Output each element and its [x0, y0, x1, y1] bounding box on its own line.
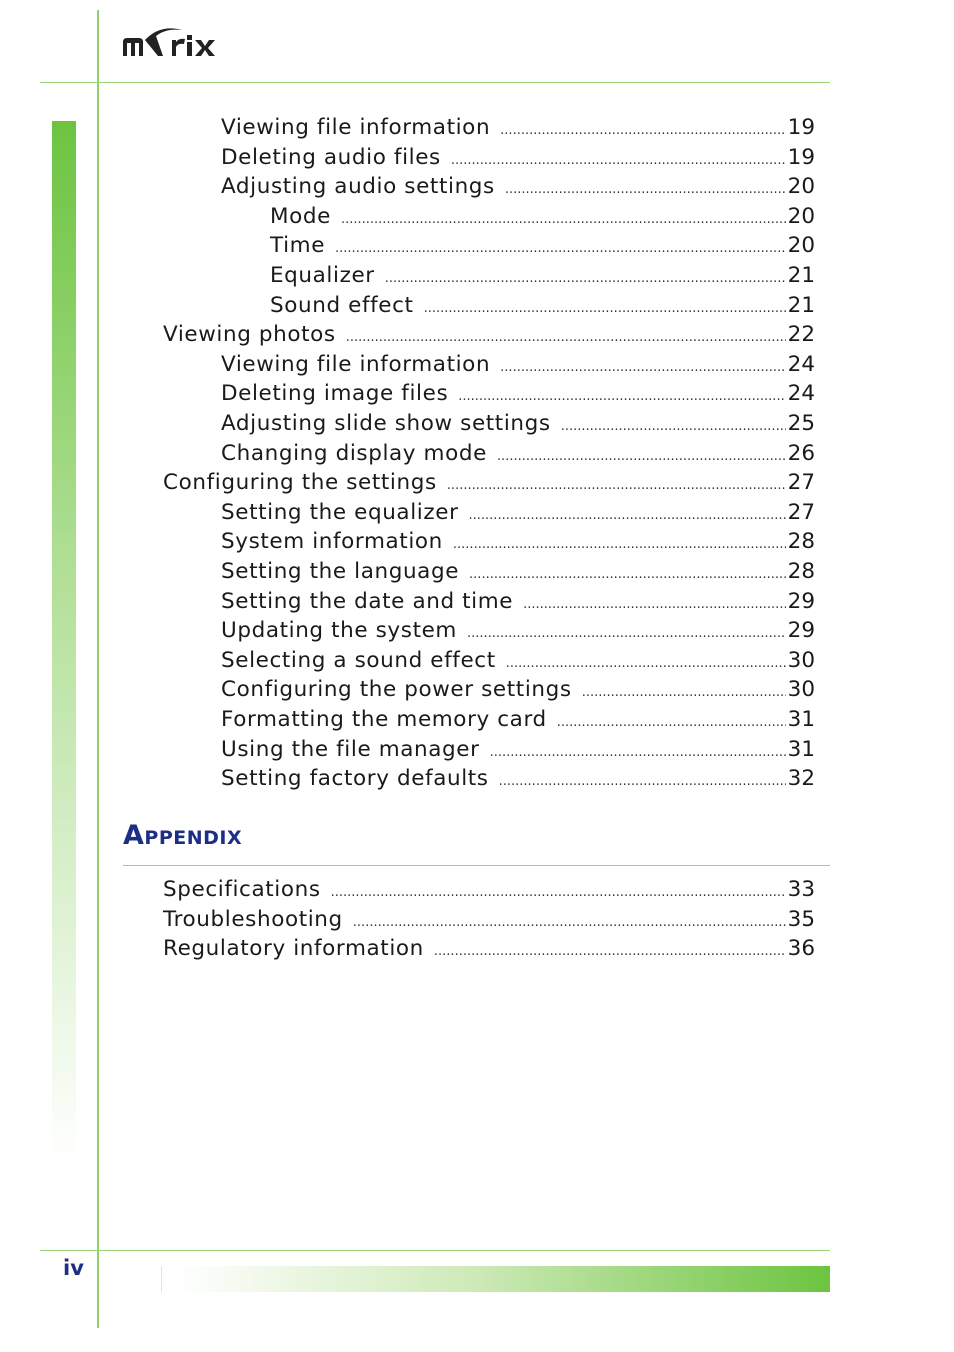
- toc-entry-label: Troubleshooting: [163, 906, 343, 932]
- toc-entry-label: Viewing file information: [221, 115, 491, 140]
- toc-entry[interactable]: [221, 707, 815, 737]
- toc-entry-page: 29: [787, 588, 815, 614]
- toc-entry-label: Updating the system: [221, 618, 457, 644]
- toc-entry-label: Adjusting slide show settings: [221, 411, 551, 436]
- toc-entry-page: 31: [787, 736, 815, 762]
- toc-entry[interactable]: [221, 174, 815, 204]
- toc-dot-leader: [346, 330, 786, 345]
- toc-entry-label: Viewing photos: [163, 322, 336, 348]
- toc-entry[interactable]: [221, 559, 815, 589]
- toc-entry[interactable]: [221, 381, 815, 411]
- toc-entry[interactable]: [221, 677, 815, 707]
- toc-entry-label: Specifications: [163, 877, 321, 902]
- toc-entry-page: 20: [787, 174, 815, 200]
- toc-entry-label: System information: [221, 529, 443, 555]
- toc-dot-leader: [453, 537, 786, 552]
- toc-entry[interactable]: [221, 352, 815, 382]
- toc-entry-page: 19: [787, 144, 815, 170]
- toc-entry-label: Changing display mode: [221, 440, 487, 466]
- toc-dot-leader: [500, 360, 785, 375]
- side-gradient-bar: [52, 121, 76, 1161]
- toc-entry-page: 21: [787, 292, 815, 318]
- margin-vertical-rule: [97, 10, 99, 1328]
- toc-dot-leader: [335, 241, 786, 256]
- toc-entry-page: 19: [787, 115, 815, 140]
- toc-entry-label: Selecting a sound effect: [221, 647, 496, 673]
- toc-entry-label: Setting the equalizer: [221, 499, 459, 525]
- toc-entry-page: 31: [787, 707, 815, 732]
- toc-entry-label: Configuring the power settings: [221, 677, 572, 703]
- toc-entry-label: Adjusting audio settings: [221, 174, 495, 200]
- footer-gradient-bar: [175, 1266, 830, 1292]
- toc-entry-label: Setting the date and time: [221, 588, 514, 614]
- toc-entry-label: Mode: [270, 203, 331, 229]
- toc-entry-page: 36: [787, 936, 815, 962]
- toc-entry-label: Time: [270, 233, 326, 259]
- toc-entry-page: 26: [787, 440, 815, 466]
- toc-entry[interactable]: [270, 263, 815, 293]
- toc-dot-leader: [434, 944, 786, 959]
- toc-dot-leader: [497, 449, 786, 464]
- toc-entry[interactable]: [221, 529, 815, 559]
- toc-entry[interactable]: [221, 145, 815, 175]
- toc-entry-page: 20: [787, 233, 815, 259]
- header-rule: [40, 82, 830, 83]
- toc-entry[interactable]: [163, 936, 815, 966]
- toc-entry-page: 28: [787, 559, 815, 584]
- toc-entry[interactable]: [221, 618, 815, 648]
- toc-entry-page: 29: [787, 618, 815, 644]
- toc-entry-label: Regulatory information: [163, 936, 424, 962]
- toc-entry-label: Sound effect: [270, 292, 414, 318]
- footer-tick: [161, 1266, 162, 1292]
- toc-dot-leader: [582, 685, 786, 700]
- toc-dot-leader: [490, 745, 786, 760]
- toc-entry-label: Equalizer: [270, 263, 375, 288]
- toc-entry[interactable]: [270, 233, 815, 263]
- toc-entry[interactable]: [270, 293, 815, 323]
- toc-entry-label: Viewing file information: [221, 351, 491, 377]
- toc-entry-page: 21: [787, 263, 815, 288]
- toc-dot-leader: [451, 153, 786, 168]
- toc-dot-leader: [467, 626, 786, 641]
- toc-dot-leader: [424, 301, 786, 316]
- toc-entry-label: Formatting the memory card: [221, 707, 547, 732]
- toc-entry-page: 24: [787, 381, 815, 407]
- toc-entry-page: 25: [787, 411, 815, 436]
- toc-entry-label: Deleting image files: [221, 381, 449, 407]
- toc-dot-leader: [557, 715, 786, 730]
- toc-entry[interactable]: [221, 500, 815, 530]
- toc-dot-leader: [385, 271, 786, 286]
- toc-entry[interactable]: [221, 411, 815, 441]
- toc-dot-leader: [505, 182, 786, 197]
- toc-entry-page: 27: [787, 499, 815, 525]
- toc-dot-leader: [447, 478, 786, 493]
- toc-entry[interactable]: [163, 322, 815, 352]
- toc-dot-leader: [500, 123, 785, 138]
- page-number: iv: [63, 1256, 84, 1280]
- appendix-heading: Appendix: [123, 820, 243, 851]
- toc-dot-leader: [341, 212, 786, 227]
- toc-dot-leader: [561, 419, 786, 434]
- toc-dot-leader: [506, 656, 786, 671]
- toc-dot-leader: [458, 389, 785, 404]
- toc-entry[interactable]: [221, 115, 815, 145]
- toc-entry[interactable]: [163, 877, 815, 907]
- toc-entry-page: 30: [787, 677, 815, 703]
- toc-entry-label: Setting the language: [221, 559, 460, 584]
- toc-entry-label: Setting factory defaults: [221, 766, 489, 792]
- appendix-rule: [123, 865, 830, 866]
- toc-dot-leader: [499, 774, 786, 789]
- toc-dot-leader: [469, 567, 786, 582]
- toc-dot-leader: [523, 597, 786, 612]
- toc-entry[interactable]: [221, 766, 815, 796]
- toc-entry[interactable]: [221, 589, 815, 619]
- footer-rule: [40, 1250, 830, 1251]
- toc-entry-label: Deleting audio files: [221, 144, 441, 170]
- mvrix-logo: [120, 22, 224, 64]
- toc-entry-label: Using the file manager: [221, 736, 480, 762]
- toc-entry[interactable]: [221, 441, 815, 471]
- toc-entry-page: 27: [787, 470, 815, 496]
- toc-entry[interactable]: [221, 648, 815, 678]
- toc-entry-page: 28: [787, 529, 815, 555]
- toc-entry-page: 20: [787, 203, 815, 229]
- toc-entry-label: Configuring the settings: [163, 470, 437, 496]
- toc-entry[interactable]: [163, 907, 815, 937]
- toc-entry-page: 35: [787, 906, 815, 932]
- toc-dot-leader: [331, 885, 786, 900]
- toc-entry-page: 30: [787, 647, 815, 673]
- toc-entry-page: 32: [787, 766, 815, 792]
- toc-entry-page: 22: [787, 322, 815, 348]
- toc-dot-leader: [469, 508, 786, 523]
- toc-entry-page: 33: [787, 877, 815, 902]
- toc-entry[interactable]: [221, 737, 815, 767]
- toc-dot-leader: [353, 915, 786, 930]
- toc-entry-page: 24: [787, 351, 815, 377]
- toc-entry[interactable]: [163, 470, 815, 500]
- toc-entry[interactable]: [270, 204, 815, 234]
